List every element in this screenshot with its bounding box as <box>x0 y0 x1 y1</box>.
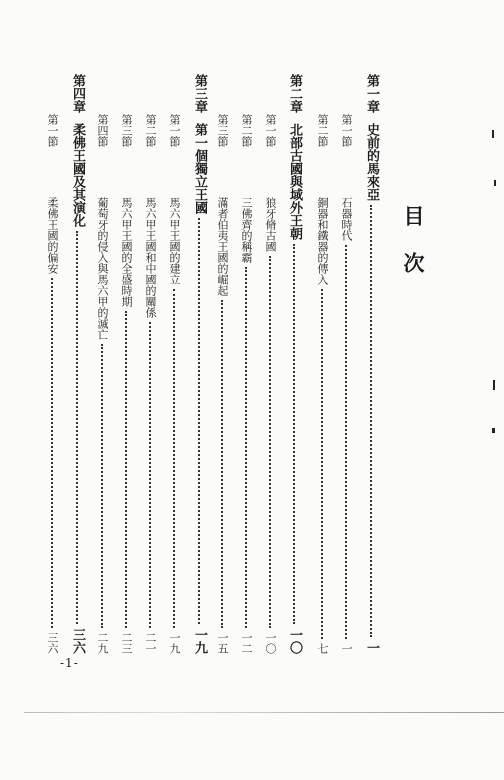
toc-dot-leader <box>321 289 323 639</box>
toc-entry-label: 第一節 <box>264 114 277 147</box>
toc-entry-label: 第三章 <box>192 74 207 113</box>
toc-entry-title: 柔佛王國的偏安 <box>46 197 59 274</box>
toc-entry-section <box>314 74 330 654</box>
toc-entry-chapter <box>68 74 86 654</box>
toc-entry-section <box>166 74 182 654</box>
toc-entry-page: 二九 <box>96 632 109 654</box>
toc-entry-spacer <box>44 147 60 157</box>
toc-entry-page: 七 <box>316 643 329 654</box>
toc-entry-label: 第一章 <box>364 74 379 113</box>
toc-entry-chapter <box>190 74 208 654</box>
toc-entry-section <box>338 74 354 654</box>
toc-entry-label: 第三節 <box>216 114 229 147</box>
toc-entry-page: 三六 <box>46 632 59 654</box>
toc-entry-title: 銅器和鐵器的傳入 <box>316 197 329 285</box>
toc-entry-section <box>118 74 134 654</box>
toc-entry-section <box>238 74 254 654</box>
toc-entry-title: 史前的馬來亞 <box>364 123 379 201</box>
scan-edge-mark <box>493 380 495 390</box>
toc-entry-page: 二一 <box>144 632 157 654</box>
toc-dot-leader <box>370 205 372 637</box>
toc-entry-section <box>44 74 60 654</box>
toc-entry-title: 馬六甲王國的全盛時期 <box>120 197 133 307</box>
toc-entry-spacer <box>118 147 134 157</box>
toc-entry-page: 一 <box>364 641 379 654</box>
toc-dot-leader <box>293 244 295 624</box>
toc-dot-leader <box>198 218 200 624</box>
toc-entry-page: 一二 <box>240 632 253 654</box>
toc-entry-spacer <box>314 147 330 157</box>
toc-entry-spacer <box>285 113 303 123</box>
toc-entry-label: 第四節 <box>96 114 109 147</box>
toc-entry-spacer <box>94 147 110 157</box>
toc-entry-page: 一五 <box>216 632 229 654</box>
toc-entry-title: 石器時代 <box>340 197 353 241</box>
toc-entry-label: 第二節 <box>144 114 157 147</box>
toc-entry-section <box>142 74 158 654</box>
toc-dot-leader <box>76 231 78 624</box>
toc-entry-chapter <box>285 74 303 654</box>
toc-entry-spacer <box>238 147 254 157</box>
toc-entry-title: 第一個獨立王國 <box>192 123 207 214</box>
toc-entry-page: 一九 <box>192 628 207 654</box>
toc-entry-spacer <box>190 113 208 123</box>
toc-entry-spacer <box>166 147 182 157</box>
toc-entry-label: 第一節 <box>168 114 181 147</box>
toc-dot-leader <box>345 245 347 639</box>
toc-entry-section <box>94 74 110 654</box>
toc-entry-spacer <box>142 147 158 157</box>
toc-dot-leader <box>245 267 247 628</box>
toc-entry-title: 三佛齊的稱霸 <box>240 197 253 263</box>
scan-edge-mark <box>492 130 494 138</box>
toc-entry-title: 柔佛王國及其演化 <box>70 123 85 227</box>
toc-entry-title: 狼牙脩古國 <box>264 197 277 252</box>
toc-entry-section <box>262 74 278 654</box>
toc-entry-title: 馬六甲王國的建立 <box>168 197 181 285</box>
toc-entry-chapter <box>362 74 380 654</box>
toc-entry-label: 第二節 <box>316 114 329 147</box>
toc-entry-label: 第一節 <box>340 114 353 147</box>
toc-dot-leader <box>101 344 103 628</box>
scan-bottom-line <box>24 712 504 713</box>
toc-entry-label: 第三節 <box>120 114 133 147</box>
toc-entry-spacer <box>262 147 278 157</box>
toc-entry-spacer <box>214 147 230 157</box>
toc-entry-title: 葡萄牙的侵入與馬六甲的滅亡 <box>96 197 109 340</box>
toc-entry-spacer <box>68 113 86 123</box>
toc-entry-title: 北部古國與域外王朝 <box>287 123 302 240</box>
toc-entry-spacer <box>362 113 380 123</box>
page-title: 目次 <box>401 205 426 299</box>
toc-dot-leader <box>149 322 151 628</box>
toc-dot-leader <box>221 300 223 628</box>
scan-edge-mark <box>492 428 495 433</box>
toc-entry-page: 一〇 <box>287 628 302 654</box>
toc-entry-label: 第四章 <box>70 74 85 113</box>
toc-dot-leader <box>125 311 127 628</box>
toc-entry-page: 一九 <box>168 632 181 654</box>
scan-edge-mark <box>494 180 496 186</box>
toc-entry-label: 第二章 <box>287 74 302 113</box>
toc-entry-page: 二三 <box>120 632 133 654</box>
toc-entry-page: 一〇 <box>264 632 277 654</box>
toc-entry-title: 馬六甲王國和中國的關係 <box>144 197 157 318</box>
toc-dot-leader <box>173 289 175 628</box>
toc-entry-label: 第一節 <box>46 114 59 147</box>
toc-entry-spacer <box>338 147 354 157</box>
toc-entry-title: 滿者伯夷王國的崛起 <box>216 197 229 296</box>
page-number: -1- <box>60 656 79 670</box>
toc-entry-page: 一 <box>340 643 353 654</box>
toc-entry-label: 第二節 <box>240 114 253 147</box>
toc-entry-page: 三六 <box>70 628 85 654</box>
toc-entry-section <box>214 74 230 654</box>
toc-dot-leader <box>51 278 53 628</box>
toc-dot-leader <box>269 256 271 628</box>
